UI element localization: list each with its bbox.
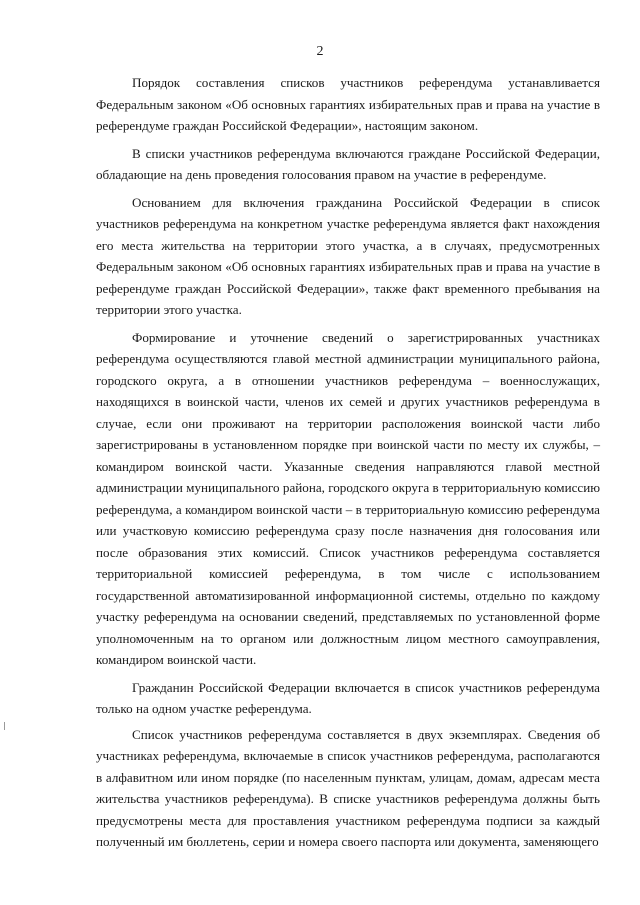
paragraph-list-inclusion: В списки участников референдума включаются граждане Российской Федерации, обладающие на день проведения голосования правом на участие в референдуме. — [96, 145, 600, 182]
paragraph-single-precinct: Гражданин Российской Федерации включается в список участников референдума только на одном участке референдума. — [96, 679, 600, 716]
page-number: 2 — [316, 44, 324, 59]
margin-mark — [4, 722, 5, 730]
paragraph-list-copies: Список участников референдума составляется в двух экземплярах. Сведения об участниках референдума, включаемые в список участников референдума, располагаются в алфавитном или ином порядке (по населенным пунктам, улицам, домам, адресам места жительства участников референдума). В списке участников референдума должны быть предусмотрены места для проставления участником референдума подписи за каждый полученный им бюллетень, серии и номера своего паспорта или документа, заменяющего — [96, 726, 600, 849]
paragraph-inclusion-basis: Основанием для включения гражданина Российской Федерации в список участников референдума на конкретном участке референдума является факт нахождения его места жительства на территории этого участка, а в случаях, предусмотренных Федеральным законом «Об основных гарантиях избирательных прав и права на участие в референдуме граждан Российской Федерации», также факт временного пребывания на территории этого участка. — [96, 194, 600, 317]
document-body — [96, 72, 600, 859]
paragraph-data-formation: Формирование и уточнение сведений о зарегистрированных участниках референдума осуществляются главой местной администрации муниципального района, городского округа, а в отношении участников референдума – военнослужащих, находящихся в воинской части, членов их семей и других участников референдума в случае, если они проживают на территории расположения воинской части либо зарегистрированы в установленном порядке при воинской части по месту их службы, – командиром воинской части. Указанные сведения направляются главой местной администрации муниципального района, городского округа в территориальную комиссию референдума, а командиром воинской части – в территориальную комиссию референдума или участковую комиссию референдума сразу после назначения дня голосования или после образования этих комиссий. Список участников референдума составляется территориальной комиссией референдума, в том числе с использованием государственной автоматизированной информационной системы, отдельно по каждому участку референдума на основании сведений, представляемых по установленной форме уполномоченным на то органом или должностным лицом местного самоуправления, командиром воинской части. — [96, 329, 600, 667]
paragraph-list-procedure: Порядок составления списков участников референдума устанавливается Федеральным законом «Об основных гарантиях избирательных прав и права на участие в референдуме граждан Российской Федерации», настоящим законом. — [96, 75, 600, 133]
